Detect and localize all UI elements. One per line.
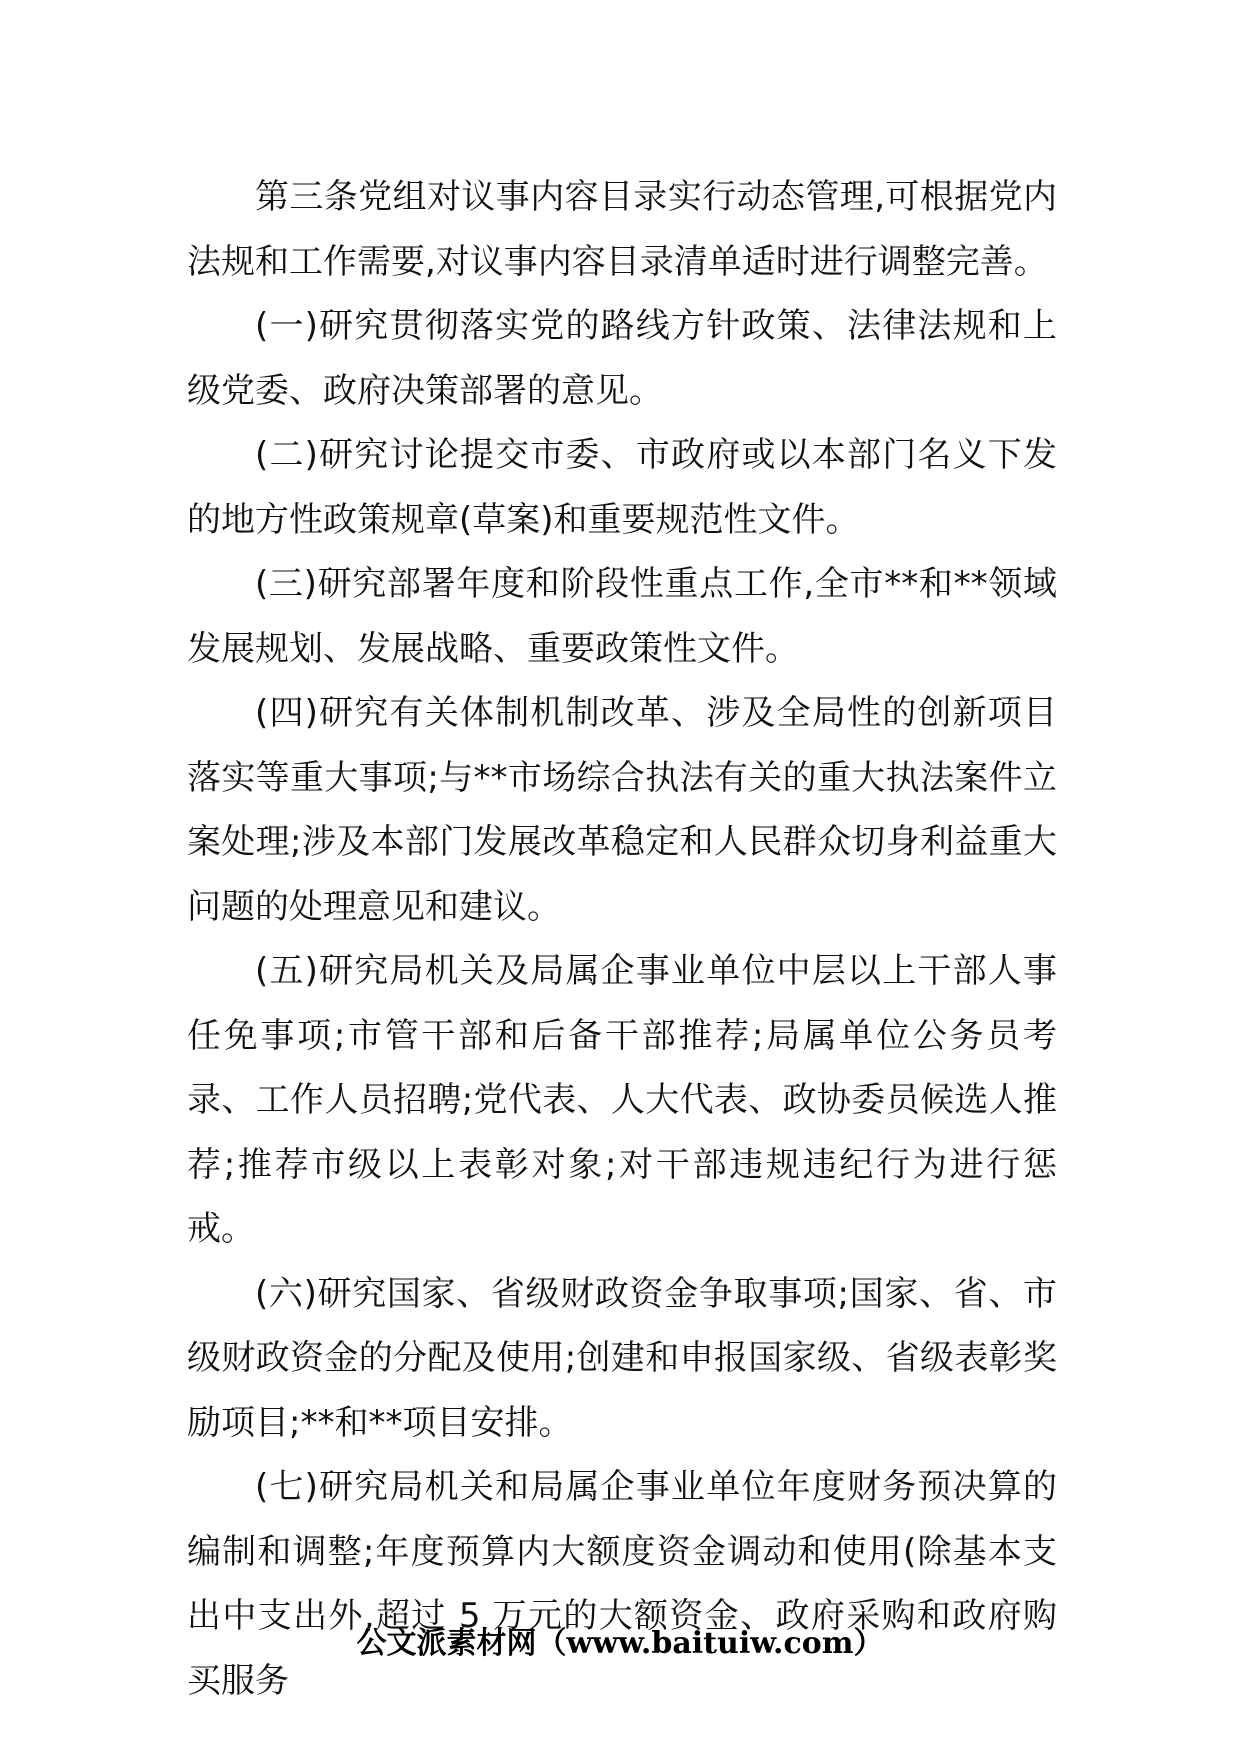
- paragraph-item-1: (一)研究贯彻落实党的路线方针政策、法律法规和上级党委、政府决策部署的意见。: [187, 306, 1057, 411]
- paragraph-item-5: (五)研究局机关及局属企事业单位中层以上干部人事任免事项;市管干部和后备干部推荐;局属单位公务员考录、工作人员招聘;党代表、人大代表、政协委员候选人推荐;推荐市级以上表彰对象;对干部违规违纪行为进行惩戒。: [187, 951, 1057, 1249]
- footer-source-text: 公文派素材网（www.baituiw.com）: [356, 1626, 884, 1661]
- document-body: [187, 165, 1057, 1713]
- paragraph-item-6: (六)研究国家、省级财政资金争取事项;国家、省、市级财政资金的分配及使用;创建和申报国家级、省级表彰奖励项目;**和**项目安排。: [187, 1273, 1058, 1443]
- paragraph-item-7: (七)研究局机关和局属企事业单位年度财务预决算的编制和调整;年度预算内大额度资金调动和使用(除基本支出中支出外,超过 5 万元的大额资金、政府采购和政府购买服务: [187, 1467, 1057, 1701]
- paragraph-item-3: (三)研究部署年度和阶段性重点工作,全市**和**领域发展规划、发展战略、重要政策性文件。: [187, 564, 1057, 669]
- paragraph-item-2: (二)研究讨论提交市委、市政府或以本部门名义下发的地方性政策规章(草案)和重要规范性文件。: [187, 435, 1057, 540]
- paragraph-item-4: (四)研究有关体制机制改革、涉及全局性的创新项目落实等重大事项;与**市场综合执法有关的重大执法案件立案处理;涉及本部门发展改革稳定和人民群众切身利益重大问题的处理意见和建议。: [187, 693, 1058, 927]
- paragraph-article-3: 第三条党组对议事内容目录实行动态管理,可根据党内法规和工作需要,对议事内容目录清单适时进行调整完善。: [187, 177, 1057, 282]
